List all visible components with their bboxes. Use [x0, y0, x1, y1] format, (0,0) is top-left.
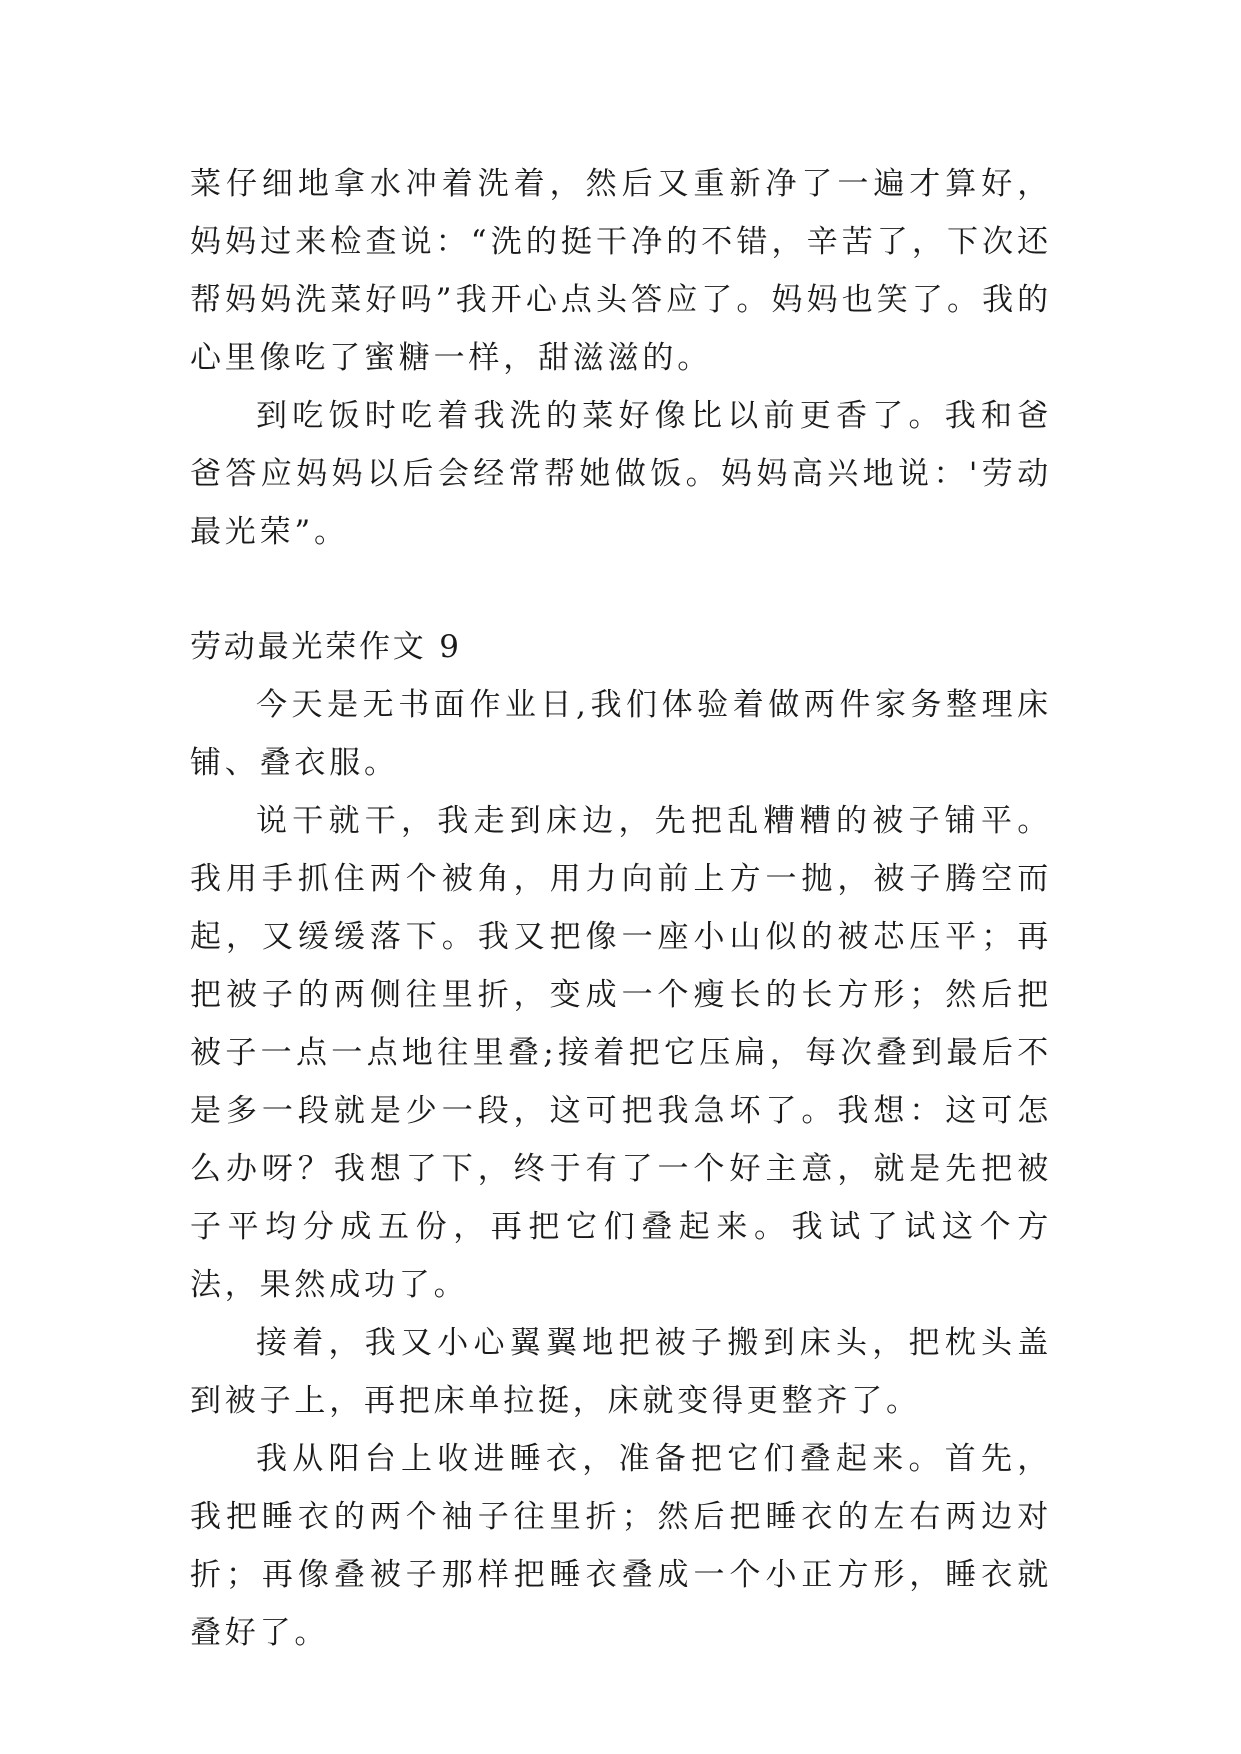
- essay-body: [190, 676, 1052, 1662]
- paragraph-bed-finish: 接着，我又小心翼翼地把被子搬到床头，把枕头盖到被子上，再把床单拉挺，床就变得更整齐了。: [190, 1325, 1052, 1419]
- paragraph-bed-making: 说干就干，我走到床边，先把乱糟糟的被子铺平。我用手抓住两个被角，用力向前上方一抛，被子腾空而起，又缓缓落下。我又把像一座小山似的被芯压平；再把被子的两侧往里折，变成一个瘦长的长方形；然后把被子一点一点地往里叠;接着把它压扁，每次叠到最后不是多一段就是少一段，这可把我急坏了。我想：这可怎么办呀？我想了下，终于有了一个好主意，就是先把被子平均分成五份，再把它们叠起来。我试了试这个方法，果然成功了。: [190, 803, 1052, 1303]
- top-section: [190, 155, 1052, 561]
- essay-title: 劳动最光荣作文 9: [190, 629, 462, 665]
- paragraph-intro: 今天是无书面作业日,我们体验着做两件家务整理床铺、叠衣服。: [190, 687, 1052, 781]
- paragraph-continued: 菜仔细地拿水冲着洗着，然后又重新净了一遍才算好，妈妈过来检查说：“洗的挺干净的不错，辛苦了，下次还帮妈妈洗菜好吗”我开心点头答应了。妈妈也笑了。我的心里像吃了蜜糖一样，甜滋滋的。: [190, 166, 1052, 376]
- paragraph-folding-clothes: 我从阳台上收进睡衣，准备把它们叠起来。首先，我把睡衣的两个袖子往里折；然后把睡衣的左右两边对折；再像叠被子那样把睡衣叠成一个小正方形，睡衣就叠好了。: [190, 1441, 1052, 1651]
- paragraph-dinner: 到吃饭时吃着我洗的菜好像比以前更香了。我和爸爸答应妈妈以后会经常帮她做饭。妈妈高兴地说：'劳动最光荣”。: [190, 398, 1052, 550]
